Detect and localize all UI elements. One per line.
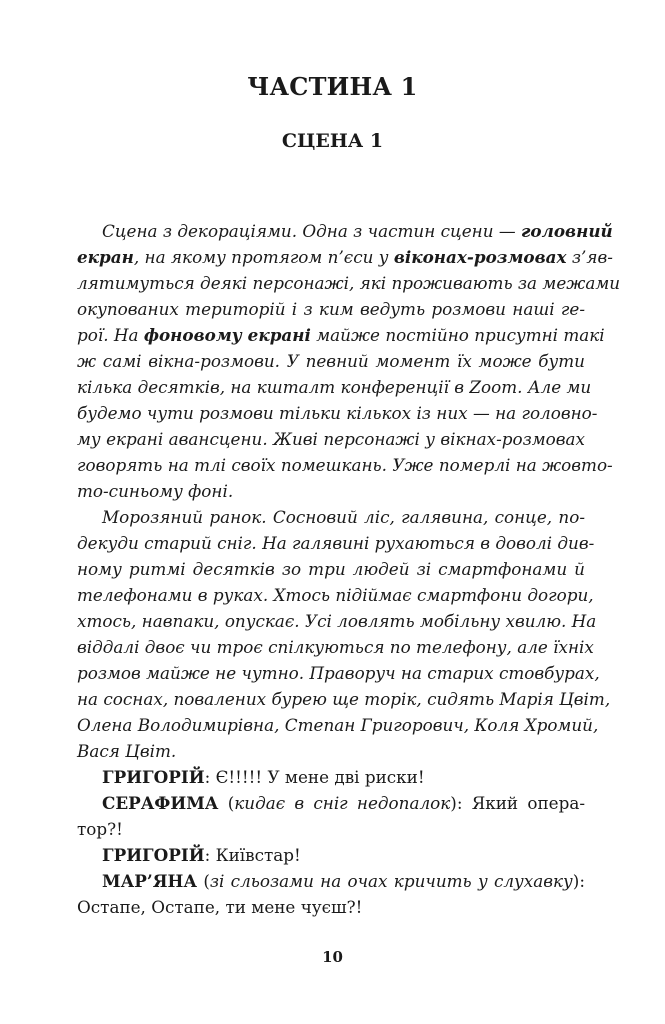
emphasis-text: віконах-розмовах bbox=[393, 247, 567, 267]
text-line bbox=[77, 244, 613, 270]
page-number: 10 bbox=[322, 948, 343, 966]
speaker-name: ГРИГОРІЙ bbox=[102, 767, 205, 787]
text-line: СЕРАФИМА (кидає в сніг недопалок): Який опера- bbox=[102, 793, 585, 813]
text-line bbox=[77, 218, 613, 244]
text-line bbox=[77, 894, 585, 920]
stage-direction-text: , на якому протягом п’єси у bbox=[133, 247, 394, 267]
text-line bbox=[77, 400, 598, 426]
speaker-name: МАР’ЯНА bbox=[102, 871, 198, 891]
stage-direction-text: то-синьому фоні. bbox=[77, 481, 234, 501]
stage-direction-text: хтось, навпаки, опускає. Усі ловлять мобільну хвилю. На bbox=[77, 611, 597, 631]
text-line bbox=[77, 556, 585, 582]
text-line bbox=[77, 296, 585, 322]
stage-direction-text: кілька десятків, на кшталт конференції в Zoom. Але ми bbox=[77, 377, 592, 397]
dialogue-text: Остапе, Остапе, ти мене чуєш?! bbox=[77, 897, 363, 917]
text-line bbox=[77, 452, 613, 478]
stage-direction-text: телефонами в руках. Хтось підіймає смартфони догори, bbox=[77, 585, 594, 605]
text-line bbox=[77, 270, 621, 296]
stage-direction-text: на соснах, повалених бурею ще торік, сидять Марія Цвіт, bbox=[77, 689, 611, 709]
dialogue-text: ): Який опера- bbox=[450, 793, 585, 813]
text-line bbox=[77, 738, 585, 764]
text-line bbox=[77, 478, 585, 504]
speaker-name: ГРИГОРІЙ bbox=[102, 845, 205, 865]
stage-direction-text: окупованих територій і з ким ведуть розмови наші ге- bbox=[77, 299, 585, 319]
stage-direction-text: розмов майже не чутно. Праворуч на старих стовбурах, bbox=[77, 663, 600, 683]
text-line bbox=[77, 530, 595, 556]
emphasis-text: фоновому екрані bbox=[143, 325, 311, 345]
text-line bbox=[77, 842, 585, 868]
stage-direction-text: Олена Володимирівна, Степан Григорович, Коля Хромий, bbox=[77, 715, 599, 735]
text-line bbox=[77, 374, 592, 400]
stage-remark: зі сльозами на очах кричить у слухавку bbox=[209, 871, 573, 891]
text-line bbox=[77, 686, 611, 712]
emphasis-text: головний bbox=[520, 221, 613, 241]
text-line bbox=[77, 764, 585, 790]
stage-direction-text: майже постійно присутні такі bbox=[310, 325, 605, 345]
stage-remark: кидає в сніг недопалок bbox=[234, 793, 451, 813]
stage-direction-text: віддалі двоє чи троє спілкуються по телефону, але їхніх bbox=[77, 637, 594, 657]
play-text bbox=[77, 218, 621, 920]
text-line bbox=[77, 608, 597, 634]
dialogue-text: : Є!!!!! У мене дві риски! bbox=[204, 767, 425, 787]
text-line bbox=[77, 816, 585, 842]
text-line bbox=[77, 322, 605, 348]
speaker-name: СЕРАФИМА bbox=[102, 793, 219, 813]
stage-direction-text: з’яв- bbox=[566, 247, 613, 267]
stage-direction-text: Сцена з декораціями. Одна з частин сцени — bbox=[102, 221, 521, 241]
stage-direction-text: Морозяний ранок. Сосновий ліс, галявина, сонце, по- bbox=[102, 507, 585, 527]
dialogue-text: ): bbox=[572, 871, 585, 891]
text-line bbox=[77, 504, 585, 530]
text-line bbox=[77, 348, 585, 374]
text-line bbox=[77, 660, 600, 686]
emphasis-text: екран bbox=[77, 247, 134, 267]
dialogue-text: : Київстар! bbox=[204, 845, 301, 865]
stage-direction-text: будемо чути розмови тільки кількох із них — на головно- bbox=[77, 403, 598, 423]
stage-direction-text: ному ритмі десятків зо три людей зі смартфонами й bbox=[77, 559, 585, 579]
text-line: МАР’ЯНА (зі сльозами на очах кричить у слухавку): bbox=[102, 871, 585, 891]
text-line bbox=[77, 426, 585, 452]
stage-direction-text: Вася Цвіт. bbox=[77, 741, 177, 761]
stage-direction-text: говорять на тлі своїх помешкань. Уже померлі на жовто- bbox=[77, 455, 613, 475]
text-line bbox=[77, 634, 594, 660]
stage-direction-text: ж самі вікна-розмови. У певний момент їх може бути bbox=[77, 351, 585, 371]
text-line bbox=[77, 582, 594, 608]
part-title: ЧАСТИНА 1 bbox=[247, 72, 418, 101]
scene-title: СЦЕНА 1 bbox=[281, 130, 384, 152]
stage-direction-text: рої. На bbox=[77, 325, 144, 345]
stage-direction-text: лятимуться деякі персонажі, які проживають за межами bbox=[77, 273, 621, 293]
dialogue-text: тор?! bbox=[77, 819, 123, 839]
text-line bbox=[77, 712, 599, 738]
stage-direction-text: декуди старий сніг. На галявині рухаються в доволі див- bbox=[77, 533, 595, 553]
stage-direction-text: му екрані авансцени. Живі персонажі у вікнах-розмовах bbox=[77, 429, 585, 449]
